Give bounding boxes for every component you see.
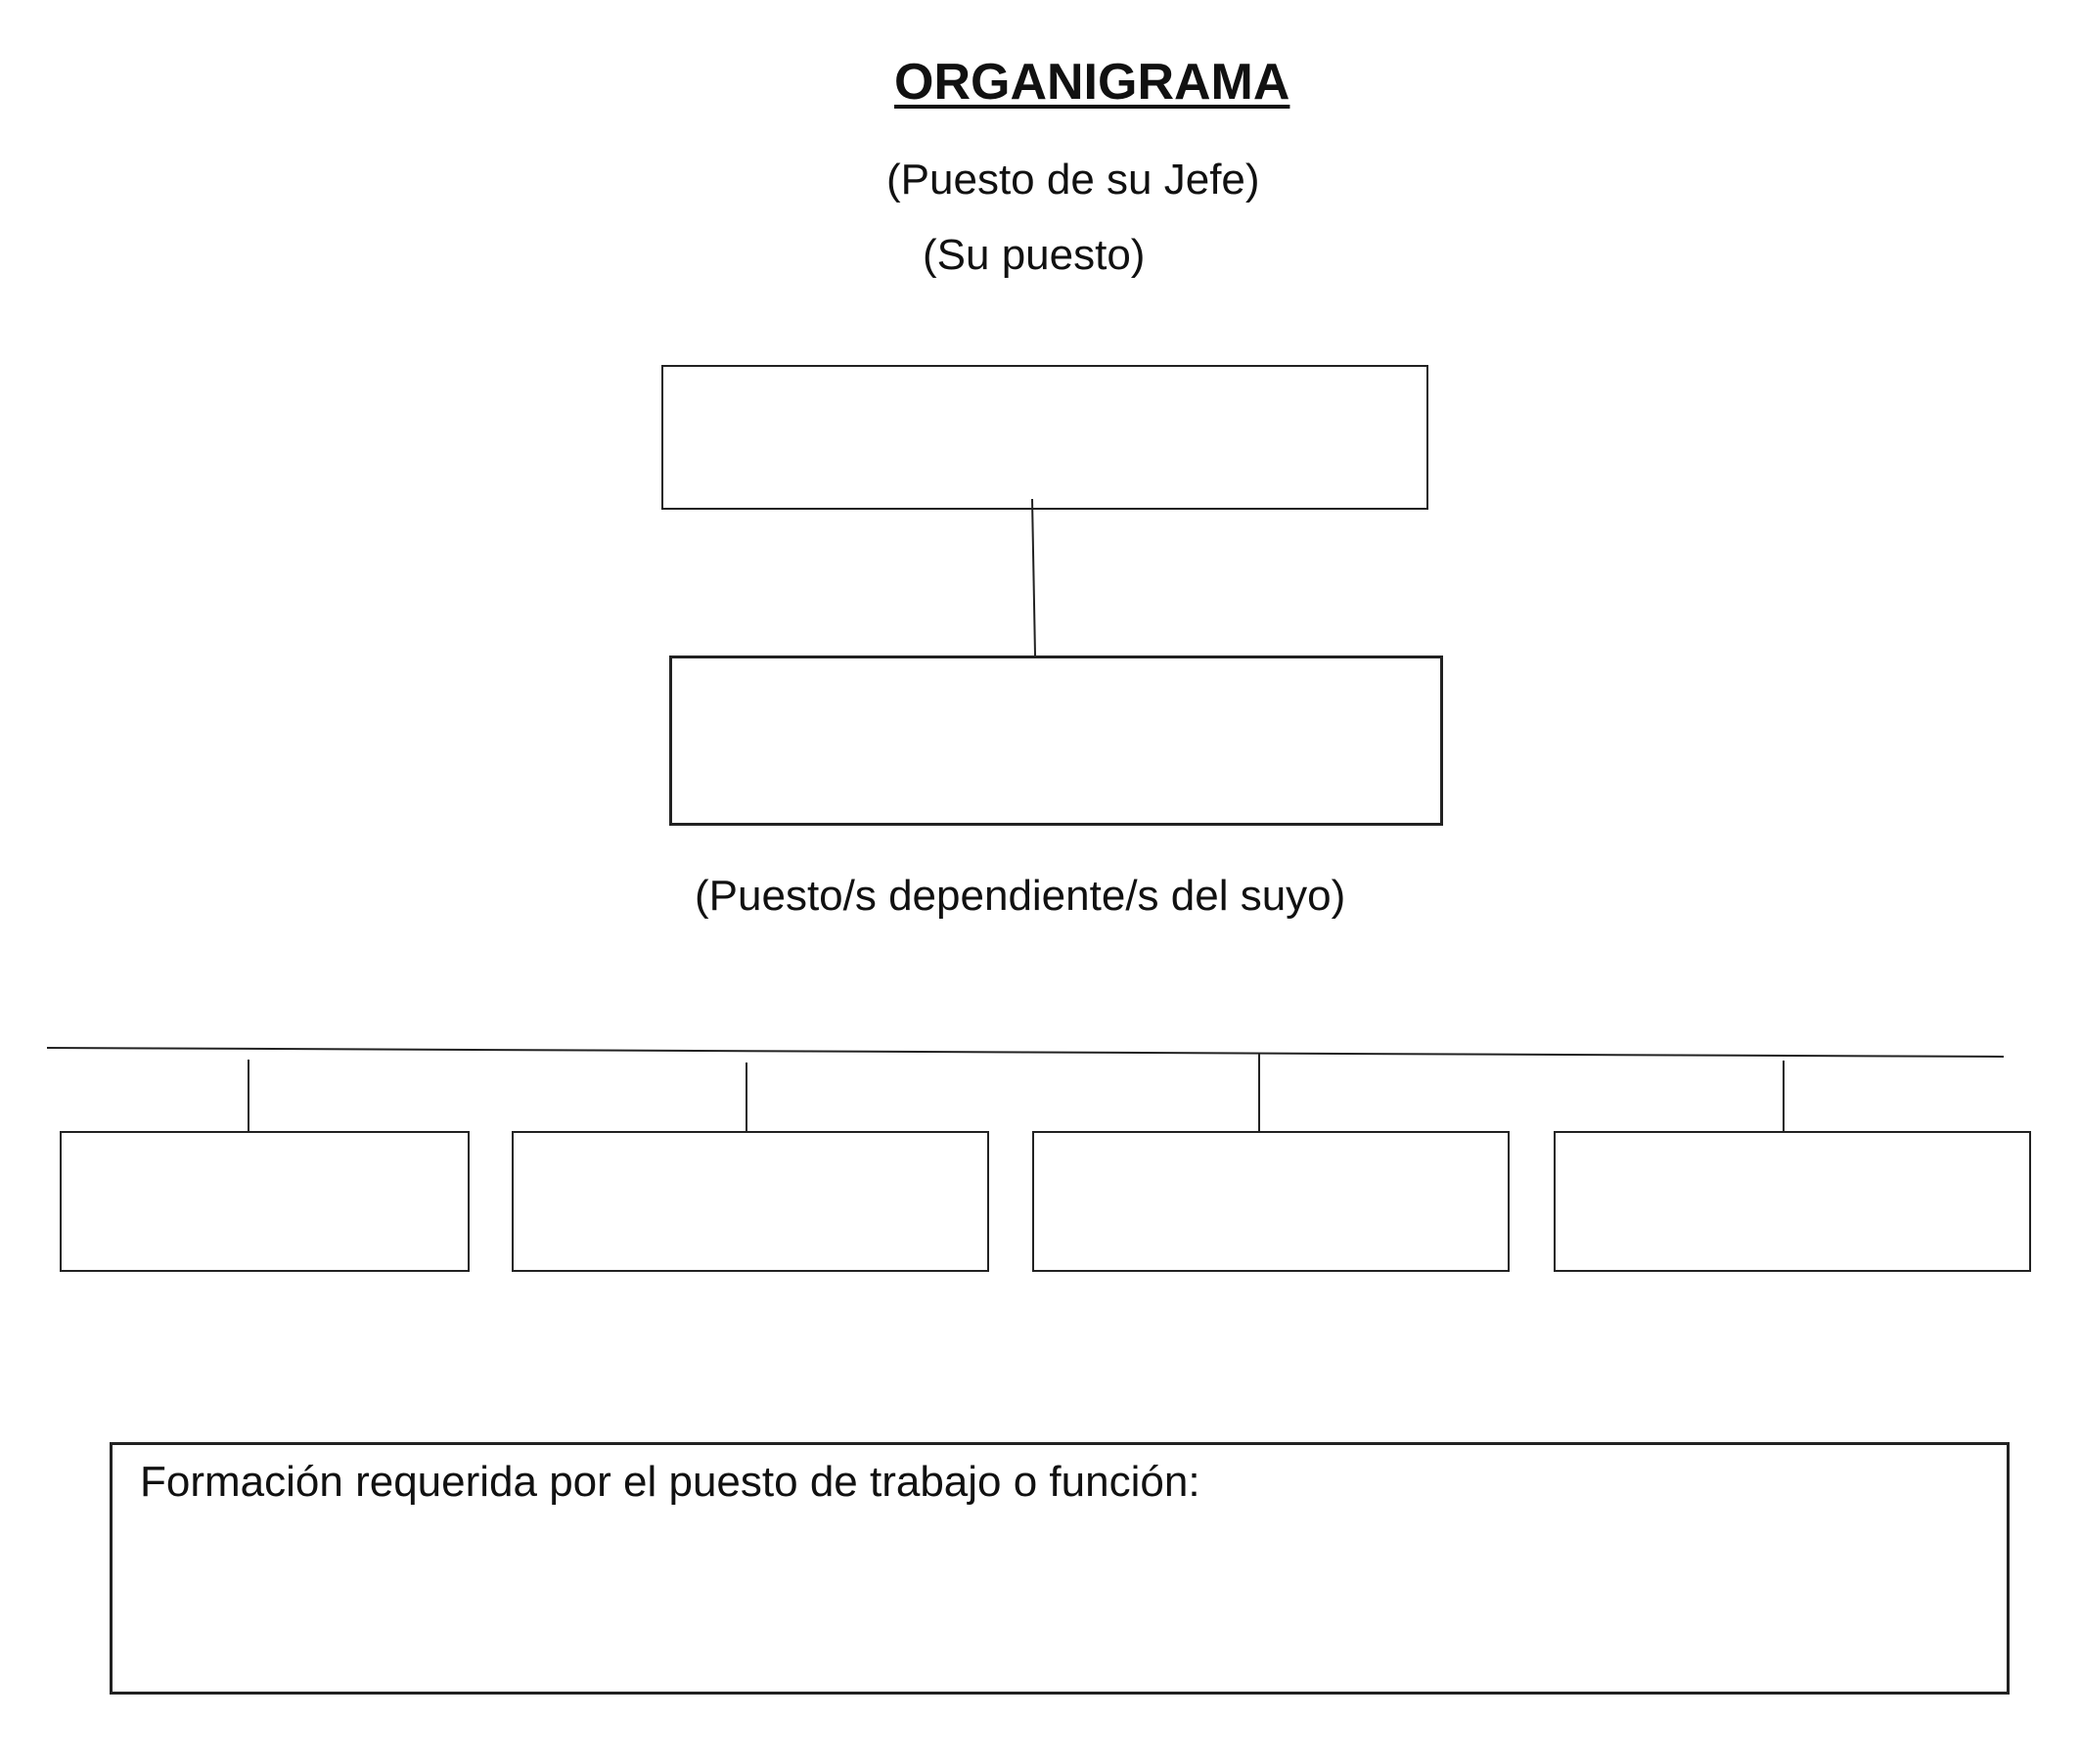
own-position-label: (Su puesto) bbox=[923, 231, 1146, 279]
own-position-box[interactable] bbox=[669, 656, 1443, 826]
training-requirements-label: Formación requerida por el puesto de trabajo o función: bbox=[140, 1458, 1200, 1506]
training-requirements-box[interactable] bbox=[110, 1442, 2010, 1695]
dependents-horizontal-line bbox=[47, 1048, 2004, 1057]
boss-position-box[interactable] bbox=[661, 365, 1428, 510]
boss-position-label: (Puesto de su Jefe) bbox=[886, 156, 1260, 204]
dependent-position-box-1[interactable] bbox=[60, 1131, 470, 1272]
document-title: ORGANIGRAMA bbox=[894, 54, 1290, 111]
dependent-position-box-2[interactable] bbox=[512, 1131, 989, 1272]
dependent-position-box-4[interactable] bbox=[1554, 1131, 2031, 1272]
dependent-position-box-3[interactable] bbox=[1032, 1131, 1510, 1272]
boss-to-own-connector bbox=[1032, 499, 1035, 656]
dependents-label: (Puesto/s dependiente/s del suyo) bbox=[695, 872, 1346, 920]
